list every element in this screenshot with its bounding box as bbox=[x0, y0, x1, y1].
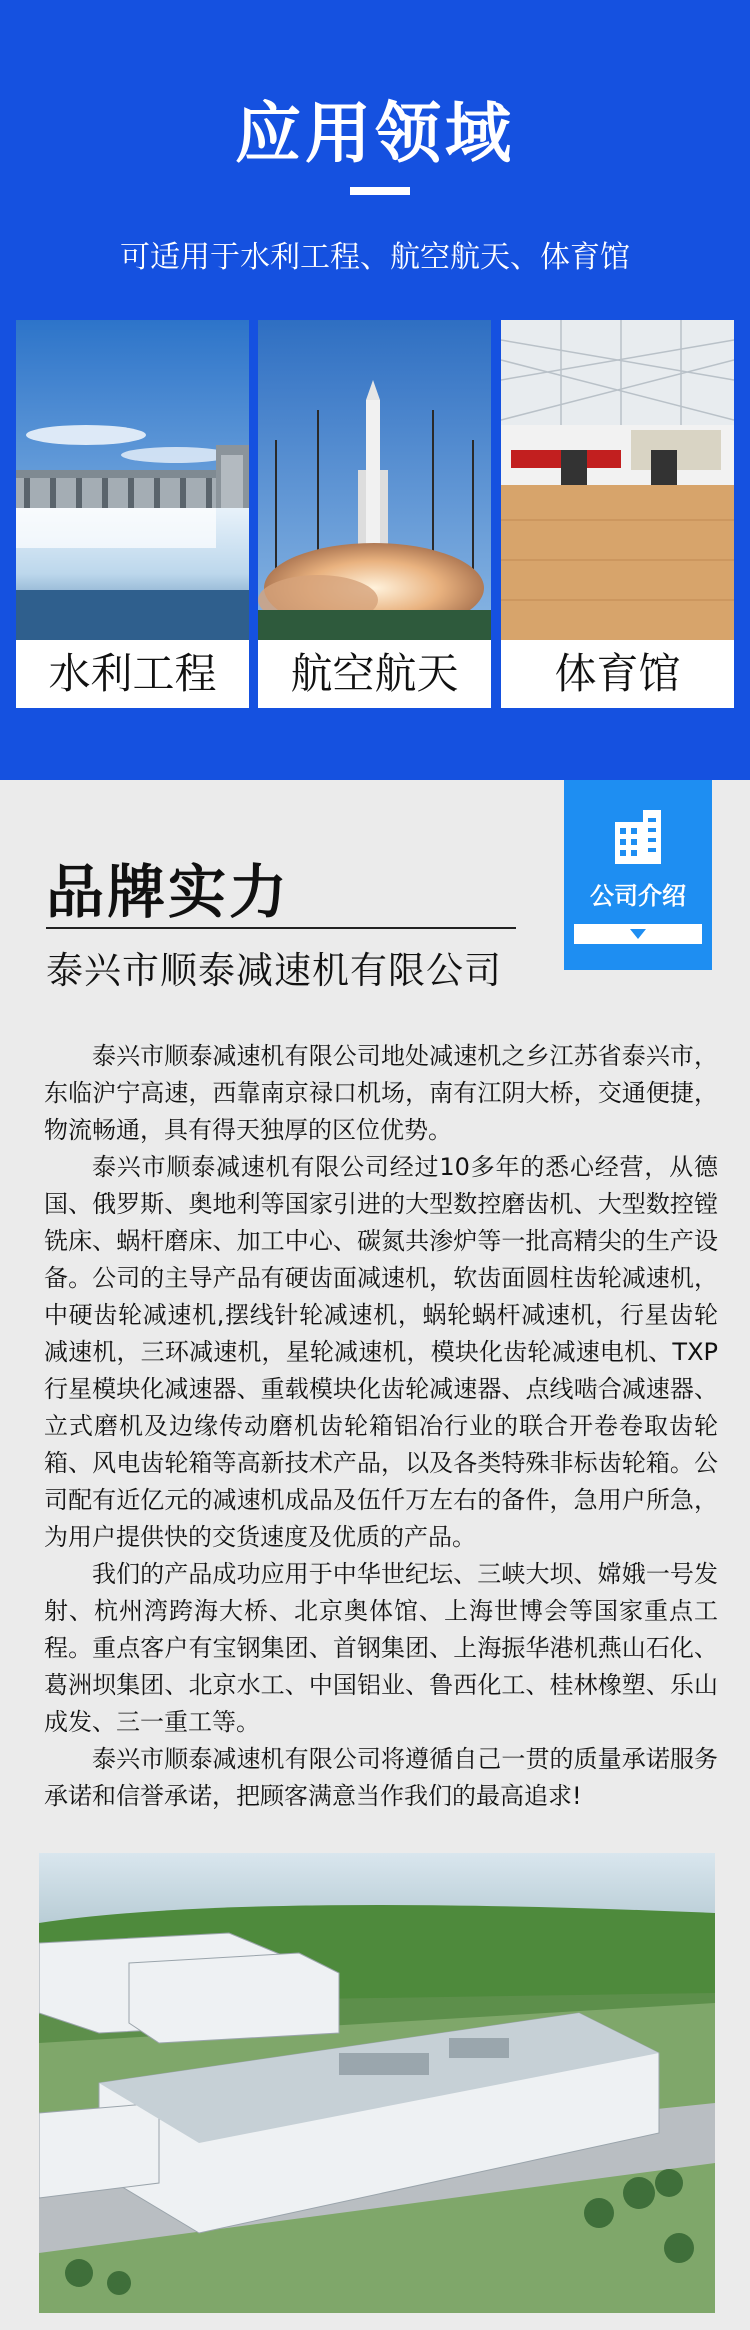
application-subtitle: 可适用于水利工程、航空航天、体育馆 bbox=[120, 240, 630, 275]
description-paragraph: 泰兴市顺泰减速机有限公司经过10多年的悉心经营，从德国、俄罗斯、奥地利等国家引进的大型数控磨齿机、大型数控镗铣床、蜗杆磨床、加工中心、碳氮共渗炉等一批高精尖的生产设备。公司的主导产品有硬齿面减速机，软齿面圆柱齿轮减速机，中硬齿轮减速机,摆线针轮减速机，蜗轮蜗杆减速机，行星齿轮减速机，三环减速机，星轮减速机，模块化齿轮减速电机、TXP行星模块化减速器、重载模块化齿轮减速器、点线啮合减速器、立式磨机及边缘传动磨机齿轮箱铝冶行业的联合开卷卷取齿轮箱、风电齿轮箱等高新技术产品，以及各类特殊非标齿轮箱。公司配有近亿元的减速机成品及伍仟万左右的备件，急用户所急，为用户提供快的交货速度及优质的产品。 bbox=[44, 1153, 718, 1551]
company-name: 泰兴市顺泰减速机有限公司 bbox=[46, 949, 502, 992]
badge-label: 公司介绍 bbox=[590, 882, 686, 910]
application-section bbox=[0, 0, 750, 780]
factory-aerial-photo bbox=[39, 1853, 715, 2313]
card-label: 航空航天 bbox=[290, 649, 459, 698]
card-label: 水利工程 bbox=[48, 649, 217, 698]
title-underline bbox=[350, 187, 410, 195]
card-aerospace bbox=[258, 320, 491, 708]
rocket-launch-photo bbox=[258, 320, 491, 640]
building-icon bbox=[611, 808, 665, 868]
application-cards bbox=[16, 320, 734, 708]
dam-photo bbox=[16, 320, 249, 640]
company-intro-badge bbox=[564, 780, 712, 970]
divider bbox=[46, 927, 516, 929]
gymnasium-photo bbox=[501, 320, 734, 640]
application-title: 应用领域 bbox=[235, 95, 515, 172]
chevron-down-icon bbox=[630, 929, 646, 939]
description-paragraph: 泰兴市顺泰减速机有限公司地处减速机之乡江苏省泰兴市，东临沪宁高速，西靠南京禄口机场，南有江阴大桥，交通便捷，物流畅通，具有得天独厚的区位优势。 bbox=[44, 1042, 718, 1144]
card-water-conservancy bbox=[16, 320, 249, 708]
company-description bbox=[44, 1038, 718, 1815]
description-paragraph: 我们的产品成功应用于中华世纪坛、三峡大坝、嫦娥一号发射、杭州湾跨海大桥、北京奥体馆、上海世博会等国家重点工程。重点客户有宝钢集团、首钢集团、上海振华港机燕山石化、葛洲坝集团、北京水工、中国铝业、鲁西化工、桂林橡塑、乐山成发、三一重工等。 bbox=[44, 1560, 718, 1736]
card-label: 体育馆 bbox=[554, 649, 681, 698]
card-gymnasium bbox=[501, 320, 734, 708]
brand-title: 品牌实力 bbox=[46, 858, 291, 926]
description-paragraph: 泰兴市顺泰减速机有限公司将遵循自己一贯的质量承诺服务承诺和信誉承诺，把顾客满意当作我们的最高追求! bbox=[44, 1745, 718, 1810]
